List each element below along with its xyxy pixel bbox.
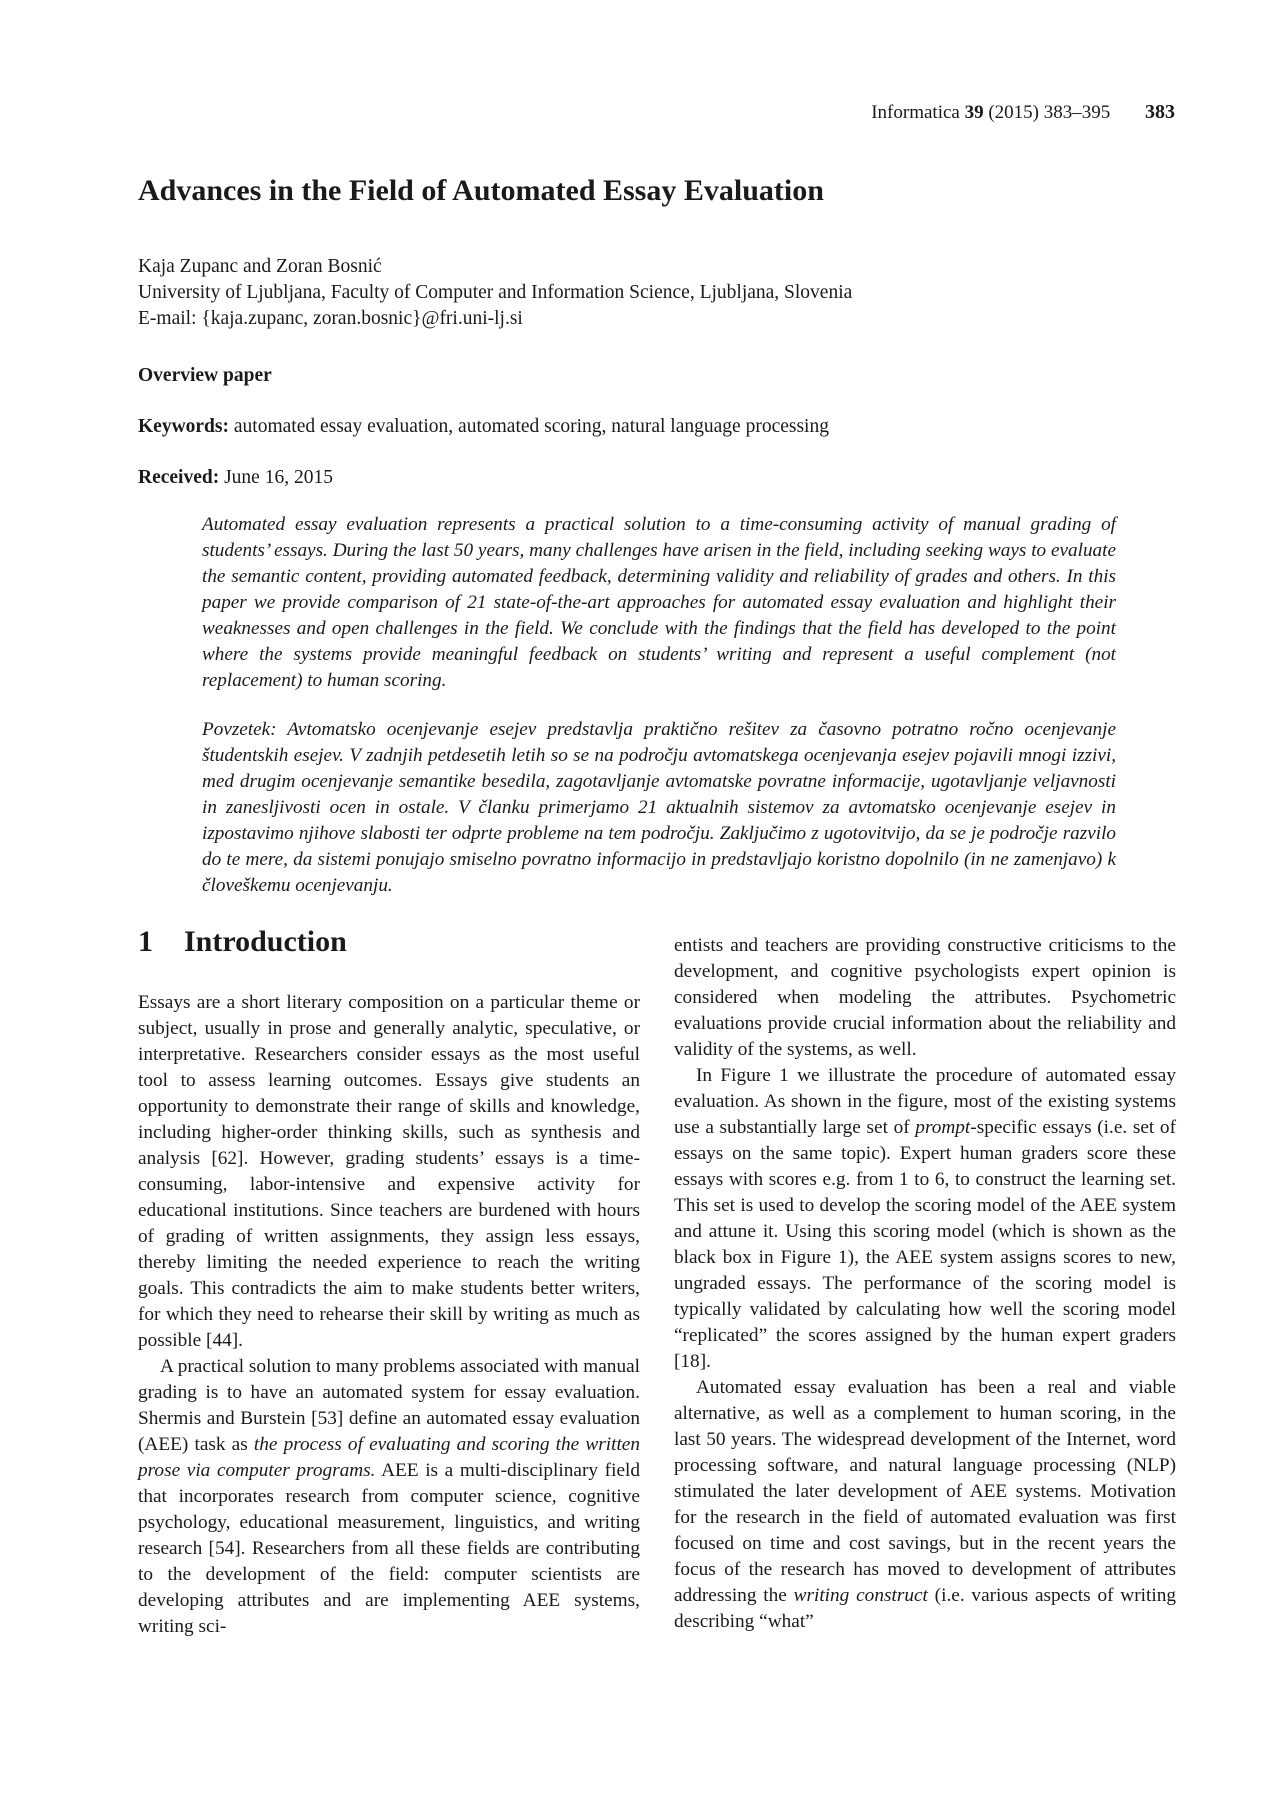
paragraph-text: AEE is a multi-disciplinary field that incorporates research from computer science, cognitive psychology, educational measurement, linguistics, and writing research [54]. Researchers from all these fields are contributing to the development of the field: computer scientists are developing attributes and are implementing AEE systems, writing sci- <box>138 1460 640 1637</box>
emphasis-text: writing construct <box>793 1585 928 1606</box>
section-heading <box>138 925 347 959</box>
intro-paragraph-4 <box>674 1063 1176 1375</box>
author-email: E-mail: {kaja.zupanc, zoran.bosnic}@fri.uni-lj.si <box>138 308 523 329</box>
paragraph-text: Automated essay evaluation has been a real and viable alternative, as well as a complement to human scoring, in the last 50 years. The widespread development of the Internet, word processing software, and natural language processing (NLP) stimulated the later development of AEE systems. Motivation for the research in the field of automated evaluation was first focused on time and cost savings, but in the recent years the focus of the research has moved to development of attributes addressing the <box>674 1377 1176 1606</box>
author-block <box>138 254 852 332</box>
intro-paragraph-3: entists and teachers are providing constructive criticisms to the development, and cognitive psychologists expert opinion is considered when modeling the attributes. Psychometric evaluations provide crucial information about the reliability and validity of the systems, as well. <box>674 935 1176 1060</box>
page-number: 383 <box>1145 101 1175 123</box>
section-number: 1 <box>138 925 153 958</box>
received-line <box>138 467 333 489</box>
journal-volume: 39 <box>964 102 984 123</box>
keywords-value: automated essay evaluation, automated scoring, natural language processing <box>233 416 829 437</box>
keywords-line <box>138 416 829 438</box>
paragraph-text: In Figure 1 we illustrate the procedure of automated essay evaluation. As shown in the figure, most of the existing systems use a substantially large set of <box>674 1065 1176 1138</box>
keywords-label: Keywords: <box>138 416 229 437</box>
journal-year-pages: (2015) 383–395 <box>988 102 1111 123</box>
paragraph-text: (i.e. various aspects of writing describing “what” <box>674 1585 1176 1632</box>
left-column <box>138 990 640 1640</box>
paragraph-text: A practical solution to many problems associated with manual grading is to have an automated system for essay evaluation. Shermis and Burstein [53] define an automated essay evaluation (AEE) task as <box>138 1356 640 1455</box>
journal-name: Informatica <box>871 102 960 123</box>
intro-paragraph-5 <box>674 1375 1176 1635</box>
author-names: Kaja Zupanc and Zoran Bosnić <box>138 256 382 277</box>
author-affiliation: University of Ljubljana, Faculty of Computer and Information Science, Ljubljana, Slovenia <box>138 282 853 303</box>
abstract-english: Automated essay evaluation represents a practical solution to a time-consuming activity of manual grading of students’ essays. During the last 50 years, many challenges have arisen in the field, including seeking ways to evaluate the semantic content, providing automated feedback, determining validity and reliability of grades and others. In this paper we provide comparison of 21 state-of-the-art approaches for automated essay evaluation and highlight their weaknesses and open challenges in the field. We conclude with the findings that the field has developed to the point where the systems provide meaningful feedback on students’ writing and represent a useful complement (not replacement) to human scoring. <box>202 514 1116 691</box>
paper-type <box>138 365 272 387</box>
paper-title: Advances in the Field of Automated Essay Evaluation <box>138 174 824 207</box>
received-value: June 16, 2015 <box>224 467 333 488</box>
intro-paragraph-1: Essays are a short literary composition on a particular theme or subject, usually in prose and generally analytic, speculative, or interpretative. Researchers consider essays as the most useful tool to assess learning outcomes. Essays give students an opportunity to demonstrate their range of skills and knowledge, including higher-order thinking skills, such as synthesis and analysis [62]. However, grading students’ essays is a time-consuming, labor-intensive and expensive activity for educational institutions. Since teachers are burdened with hours of grading of written assignments, they assign less essays, thereby limiting the needed experience to reach the writing goals. This contradicts the aim to make students better writers, for which they need to rehearse their skill by writing as much as possible [44]. <box>138 992 640 1351</box>
intro-paragraph-2 <box>138 1354 640 1640</box>
emphasis-text: the process of evaluating and scoring the written prose via computer programs. <box>138 1434 640 1481</box>
emphasis-text: prompt <box>915 1117 971 1138</box>
right-column <box>674 933 1176 1635</box>
running-header <box>871 101 1175 124</box>
received-label: Received: <box>138 467 220 488</box>
abstract-slovene: Povzetek: Avtomatsko ocenjevanje esejev predstavlja praktično rešitev za časovno potratno ročno ocenjevanje študentskih esejev. V zadnjih petdesetih letih so se na področju avtomatskega ocenjevanja esejev pojavili mnogi izzivi, med drugim ocenjevanje semantike besedila, zagotavljanje avtomatske povratne informacije, ugotavljanje veljavnosti in zanesljivosti ocen in ostale. V članku primerjamo 21 aktualnih sistemov za avtomatsko ocenjevanje esejev in izpostavimo njihove slabosti ter odprte probleme na tem področju. Zaključimo z ugotovitvijo, da se je področje razvilo do te mere, da sistemi ponujajo smiselno povratno informacijo in predstavljajo koristno dopolnilo (in ne zamenjavo) k človeškemu ocenjevanju. <box>202 719 1116 896</box>
paragraph-text: -specific essays (i.e. set of essays on the same topic). Expert human graders score these essays with scores e.g. from 1 to 6, to construct the learning set. This set is used to develop the scoring model of the AEE system and attune it. Using this scoring model (which is shown as the black box in Figure 1), the AEE system assigns scores to new, ungraded essays. The performance of the scoring model is typically validated by calculating how well the scoring model “replicated” the scores assigned by the human expert graders [18]. <box>674 1117 1176 1372</box>
section-title: Introduction <box>184 925 347 958</box>
paper-type-label: Overview paper <box>138 365 272 386</box>
